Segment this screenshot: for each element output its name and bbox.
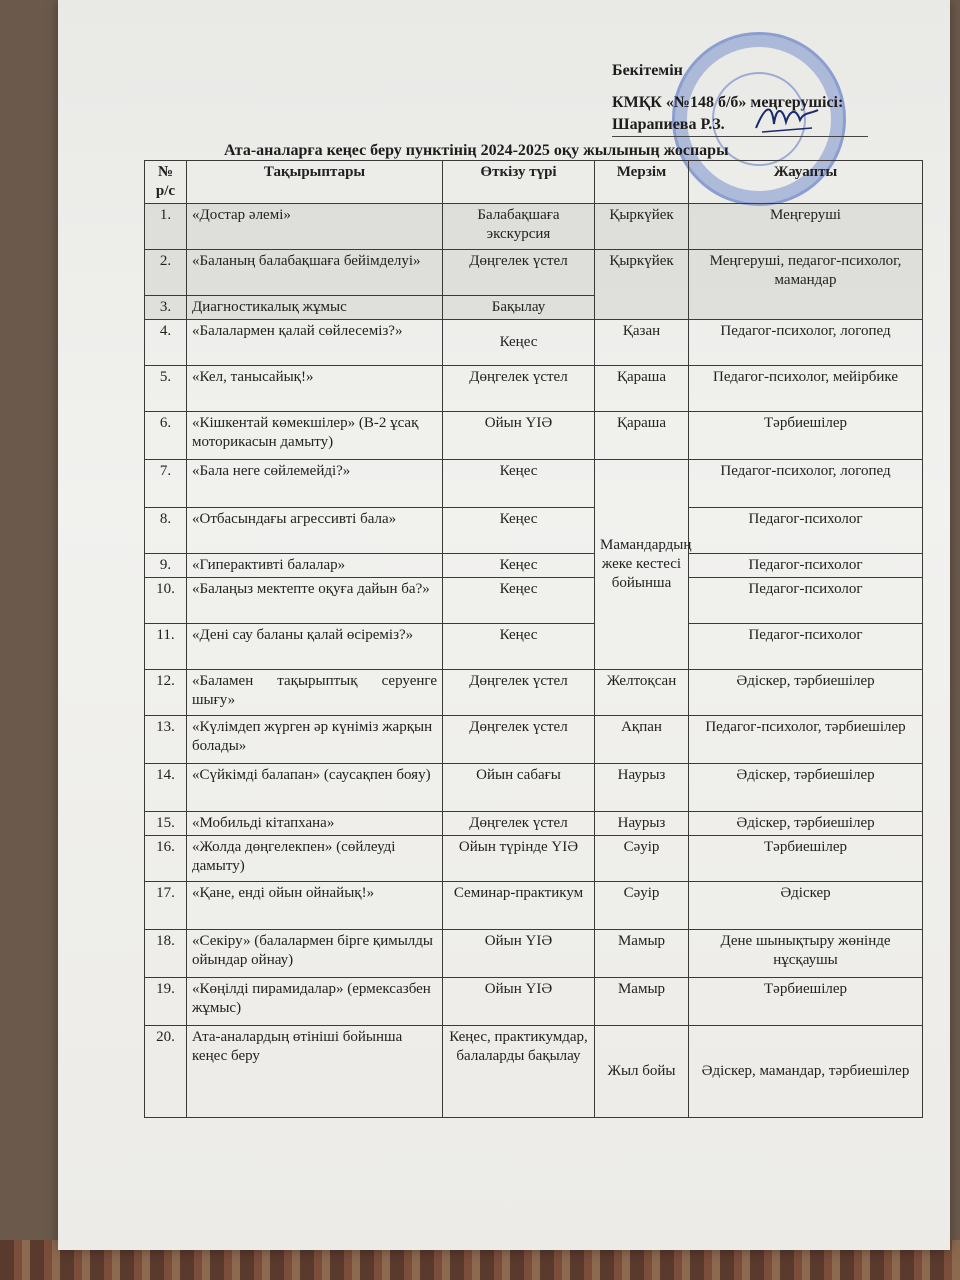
row-date: Мамыр: [595, 930, 689, 978]
row-form: Кеңес: [443, 460, 595, 508]
row-form: Ойын ҮІӘ: [443, 930, 595, 978]
row-number: 16.: [145, 836, 187, 882]
table-row: [145, 508, 923, 554]
approve-label: Бекітемін: [612, 62, 683, 79]
row-responsible: Тәрбиешілер: [689, 412, 923, 460]
approver-position: КМҚК «№148 б/б» меңгерушісі:: [612, 94, 844, 111]
row-responsible: Педагог-психолог: [689, 508, 923, 554]
row-responsible: Тәрбиешілер: [689, 836, 923, 882]
row-date-merged: Қыркүйек: [595, 250, 689, 320]
row-topic: «Бала неге сөйлемейді?»: [187, 460, 443, 508]
row-topic: «Мобильді кітапхана»: [187, 812, 443, 836]
row-form: Ойын ҮІӘ: [443, 412, 595, 460]
row-number: 6.: [145, 412, 187, 460]
row-topic: «Балалармен қалай сөйлесеміз?»: [187, 320, 443, 366]
row-topic: «Отбасындағы агрессивті бала»: [187, 508, 443, 554]
row-number: 3.: [145, 296, 187, 320]
row-date: Қараша: [595, 412, 689, 460]
row-number: 14.: [145, 764, 187, 812]
row-topic: «Күлімдеп жүрген әр күніміз жарқын болады»: [187, 716, 443, 764]
row-form: Ойын ҮІӘ: [443, 978, 595, 1026]
table-row: [145, 250, 923, 296]
table-header-row: [145, 161, 923, 204]
row-date-merged: Мамандардың жеке кестесі бойынша: [595, 460, 689, 670]
row-date: Наурыз: [595, 812, 689, 836]
row-form: Семинар-практикум: [443, 882, 595, 930]
row-number: 20.: [145, 1026, 187, 1118]
row-form: Балабақшаға экскурсия: [443, 204, 595, 250]
row-date: Қараша: [595, 366, 689, 412]
row-responsible: Меңгеруші: [689, 204, 923, 250]
row-form: Кеңес: [443, 624, 595, 670]
row-date: Сәуір: [595, 836, 689, 882]
table-row: [145, 320, 923, 366]
row-form: Кеңес: [443, 578, 595, 624]
row-responsible: Әдіскер, тәрбиешілер: [689, 764, 923, 812]
table-row: [145, 978, 923, 1026]
row-topic: «Секіру» (балалармен бірге қимылды ойындар ойнау): [187, 930, 443, 978]
row-responsible: Педагог-психолог: [689, 578, 923, 624]
row-form: Дөңгелек үстел: [443, 250, 595, 296]
table-row: [145, 930, 923, 978]
row-date: Қыркүйек: [595, 204, 689, 250]
row-number: 10.: [145, 578, 187, 624]
table-row: [145, 624, 923, 670]
plan-table: [144, 160, 923, 1118]
row-responsible: Педагог-психолог: [689, 624, 923, 670]
row-topic: «Жолда дөңгелекпен» (сөйлеуді дамыту): [187, 836, 443, 882]
row-form: Дөңгелек үстел: [443, 812, 595, 836]
row-responsible: Әдіскер: [689, 882, 923, 930]
row-topic: «Кел, танысайық!»: [187, 366, 443, 412]
row-date: Наурыз: [595, 764, 689, 812]
row-form: Дөңгелек үстел: [443, 670, 595, 716]
col-date-header: Мерзім: [595, 161, 689, 204]
table-row: [145, 554, 923, 578]
row-topic: «Дені сау баланы қалай өсіреміз?»: [187, 624, 443, 670]
row-topic: «Достар әлемі»: [187, 204, 443, 250]
row-number: 17.: [145, 882, 187, 930]
row-topic: «Баламен тақырыптық серуенге шығу»: [187, 670, 443, 716]
row-form: Бақылау: [443, 296, 595, 320]
row-number: 1.: [145, 204, 187, 250]
row-topic: «Сүйкімді балапан» (саусақпен бояу): [187, 764, 443, 812]
signature: [752, 98, 824, 138]
row-topic: «Гиперактивті балалар»: [187, 554, 443, 578]
row-number: 11.: [145, 624, 187, 670]
col-topic-header: Тақырыптары: [187, 161, 443, 204]
row-responsible: Педагог-психолог: [689, 554, 923, 578]
row-topic: Диагностикалық жұмыс: [187, 296, 443, 320]
row-topic: «Балаңыз мектепте оқуға дайын ба?»: [187, 578, 443, 624]
table-row: [145, 366, 923, 412]
table-row: [145, 1026, 923, 1118]
table-row: [145, 670, 923, 716]
document-title: Ата-аналарға кеңес беру пунктінің 2024-2025 оқу жылының жоспары: [224, 142, 729, 159]
row-responsible: Әдіскер, тәрбиешілер: [689, 812, 923, 836]
row-number: 2.: [145, 250, 187, 296]
row-date: Жыл бойы: [595, 1026, 689, 1118]
col-responsible-header: Жауапты: [689, 161, 923, 204]
row-responsible: Әдіскер, тәрбиешілер: [689, 670, 923, 716]
row-number: 9.: [145, 554, 187, 578]
table-row: [145, 882, 923, 930]
row-form: Дөңгелек үстел: [443, 366, 595, 412]
table-row: [145, 812, 923, 836]
row-date: Сәуір: [595, 882, 689, 930]
row-form: Кеңес: [443, 554, 595, 578]
row-responsible: Педагог-психолог, мейірбике: [689, 366, 923, 412]
row-responsible: Педагог-психолог, тәрбиешілер: [689, 716, 923, 764]
row-date: Қазан: [595, 320, 689, 366]
col-number-header: № р/с: [145, 161, 187, 204]
table-row: [145, 204, 923, 250]
row-date: Ақпан: [595, 716, 689, 764]
row-number: 13.: [145, 716, 187, 764]
row-date: Мамыр: [595, 978, 689, 1026]
row-number: 18.: [145, 930, 187, 978]
row-topic: «Кішкентай көмекшілер» (В-2 ұсақ моторикасын дамыту): [187, 412, 443, 460]
row-number: 8.: [145, 508, 187, 554]
table-row: [145, 460, 923, 508]
row-number: 19.: [145, 978, 187, 1026]
row-number: 5.: [145, 366, 187, 412]
row-number: 12.: [145, 670, 187, 716]
row-form: Кеңес: [443, 320, 595, 366]
row-responsible: Тәрбиешілер: [689, 978, 923, 1026]
table-row: [145, 764, 923, 812]
row-form: Ойын сабағы: [443, 764, 595, 812]
col-form-header: Өткізу түрі: [443, 161, 595, 204]
approver-name: Шарапиева Р.З.: [612, 114, 868, 137]
table-row: [145, 578, 923, 624]
row-date: Желтоқсан: [595, 670, 689, 716]
row-topic: Ата-аналардың өтініші бойынша кеңес беру: [187, 1026, 443, 1118]
row-form: Ойын түрінде ҮІӘ: [443, 836, 595, 882]
row-form: Кеңес, практикумдар, балаларды бақылау: [443, 1026, 595, 1118]
row-topic: «Баланың балабақшаға бейімделуі»: [187, 250, 443, 296]
row-number: 7.: [145, 460, 187, 508]
row-topic: «Көңілді пирамидалар» (ермексазбен жұмыс): [187, 978, 443, 1026]
row-responsible: Әдіскер, мамандар, тәрбиешілер: [689, 1026, 923, 1118]
row-responsible: Педагог-психолог, логопед: [689, 460, 923, 508]
table-row: [145, 412, 923, 460]
table-row: [145, 836, 923, 882]
table-row: [145, 716, 923, 764]
row-responsible: Педагог-психолог, логопед: [689, 320, 923, 366]
row-responsible: Дене шынықтыру жөнінде нұсқаушы: [689, 930, 923, 978]
row-responsible: Меңгеруші, педагог-психолог, мамандар: [689, 250, 923, 320]
row-number: 15.: [145, 812, 187, 836]
row-topic: «Қане, енді ойын ойнайық!»: [187, 882, 443, 930]
row-form: Кеңес: [443, 508, 595, 554]
row-form: Дөңгелек үстел: [443, 716, 595, 764]
row-number: 4.: [145, 320, 187, 366]
